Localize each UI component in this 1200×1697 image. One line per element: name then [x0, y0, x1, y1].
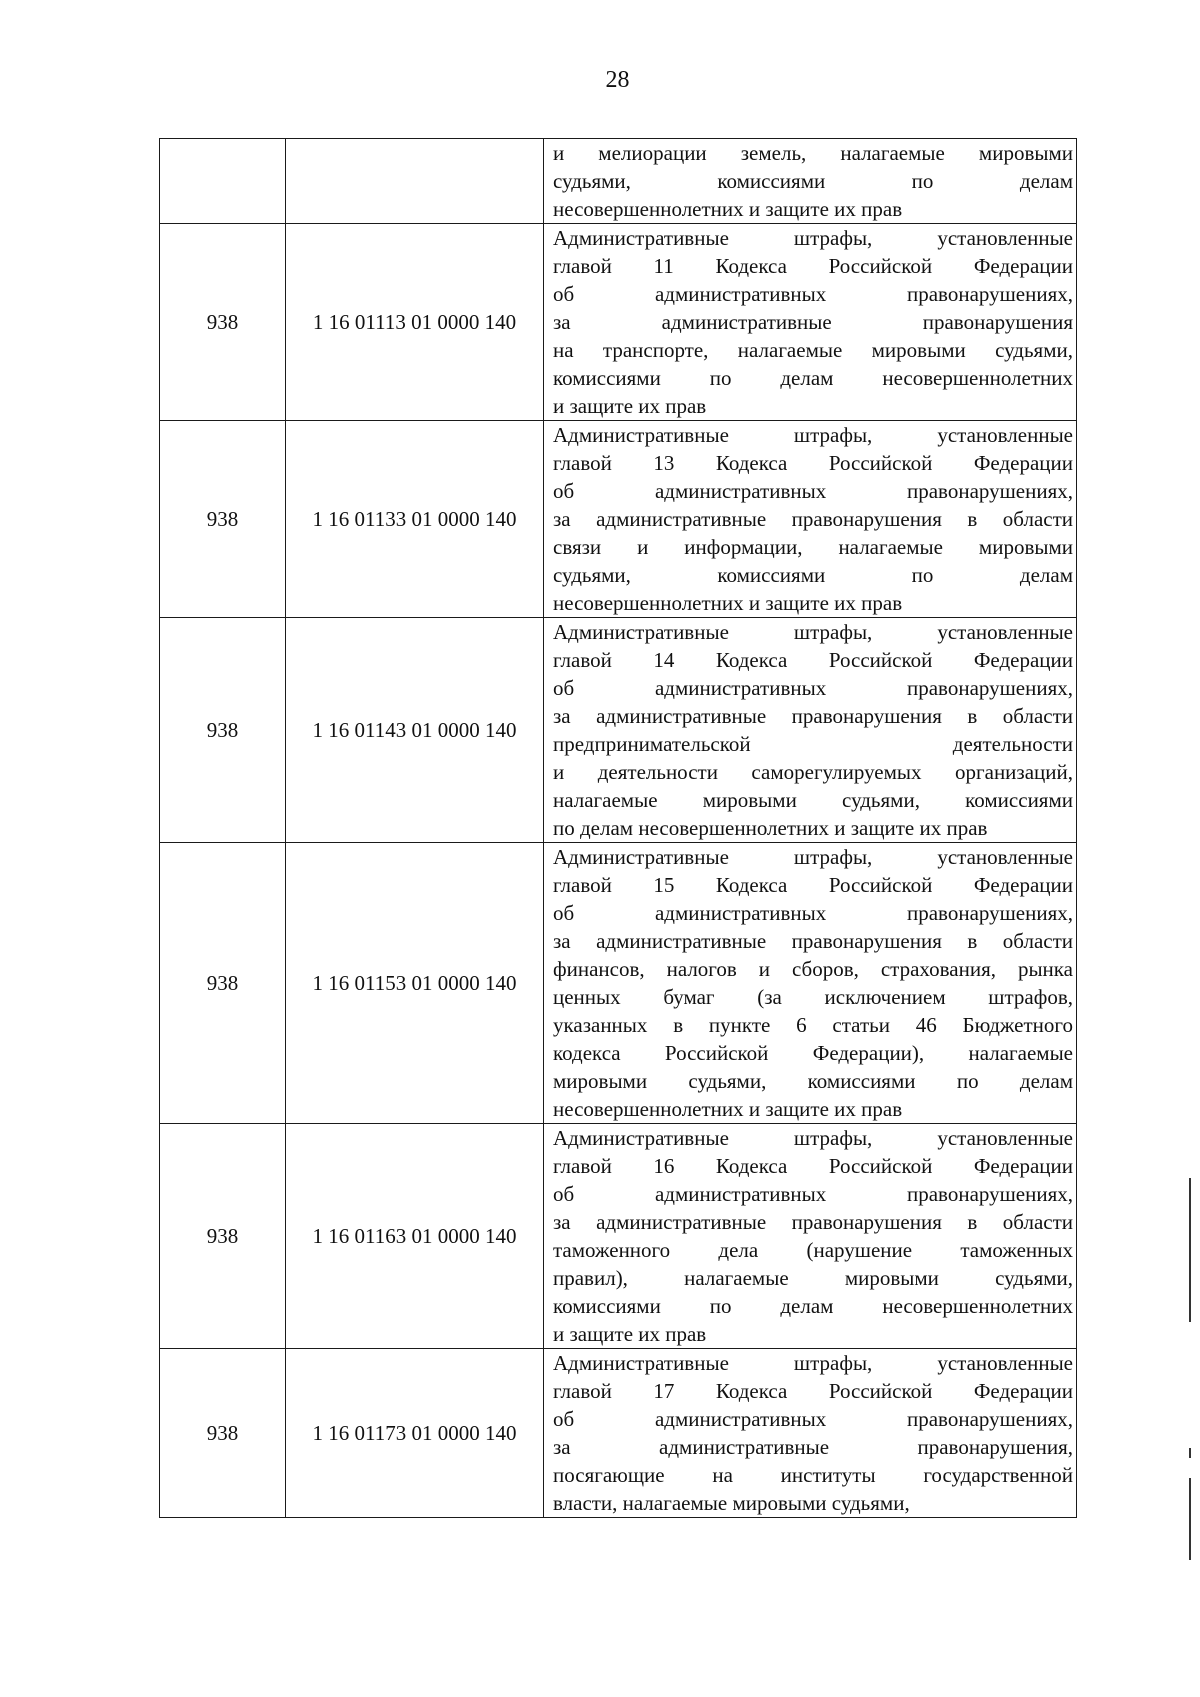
- description-line: правил), налагаемые мировыми судьями,: [553, 1266, 1073, 1290]
- budget-code-cell: 1 16 01153 01 0000 140: [286, 843, 544, 1124]
- description-line: Административные штрафы, установленные: [553, 620, 1073, 644]
- description-line: и мелиорации земель, налагаемые мировыми: [553, 141, 1073, 165]
- description-line: Административные штрафы, установленные: [553, 845, 1073, 869]
- description-line: по делам несовершеннолетних и защите их прав: [553, 816, 988, 840]
- admin-code-cell: [160, 139, 286, 224]
- description-line: комиссиями по делам несовершеннолетних: [553, 366, 1073, 390]
- description-cell: [544, 843, 1077, 1124]
- description-line: судьями, комиссиями по делам: [553, 563, 1073, 587]
- description-line: связи и информации, налагаемые мировыми: [553, 535, 1073, 559]
- description-line: ценных бумаг (за исключением штрафов,: [553, 985, 1073, 1009]
- table-row: [160, 618, 1077, 843]
- admin-code-cell: 938: [160, 421, 286, 618]
- description-line: предпринимательской деятельности: [553, 732, 1073, 756]
- admin-code-cell: 938: [160, 1349, 286, 1518]
- admin-code-cell: 938: [160, 1124, 286, 1349]
- scan-edge-mark: [1189, 1178, 1191, 1322]
- description-line: за административные правонарушения в области: [553, 704, 1073, 728]
- budget-code-cell: 1 16 01143 01 0000 140: [286, 618, 544, 843]
- description-line: и защите их прав: [553, 1322, 707, 1346]
- description-line: за административные правонарушения в области: [553, 929, 1073, 953]
- description-line: Административные штрафы, установленные: [553, 423, 1073, 447]
- description-line: указанных в пункте 6 статьи 46 Бюджетного: [553, 1013, 1073, 1037]
- description-cell: [544, 421, 1077, 618]
- description-line: и деятельности саморегулируемых организаций,: [553, 760, 1073, 784]
- description-line: об административных правонарушениях,: [553, 1407, 1073, 1431]
- description-line: за административные правонарушения: [553, 310, 1073, 334]
- table-row: [160, 843, 1077, 1124]
- description-line: власти, налагаемые мировыми судьями,: [553, 1491, 910, 1515]
- description-line: об административных правонарушениях,: [553, 479, 1073, 503]
- description-line: об административных правонарушениях,: [553, 901, 1073, 925]
- table-row: [160, 1349, 1077, 1518]
- description-line: налагаемые мировыми судьями, комиссиями: [553, 788, 1073, 812]
- description-line: за административные правонарушения,: [553, 1435, 1073, 1459]
- description-line: мировыми судьями, комиссиями по делам: [553, 1069, 1073, 1093]
- description-line: главой 13 Кодекса Российской Федерации: [553, 451, 1073, 475]
- description-line: кодекса Российской Федерации), налагаемые: [553, 1041, 1073, 1065]
- description-line: Административные штрафы, установленные: [553, 1351, 1073, 1375]
- table-row: [160, 224, 1077, 421]
- scan-edge-mark: [1189, 1478, 1191, 1560]
- scan-edge-mark: [1189, 1448, 1191, 1458]
- description-line: об административных правонарушениях,: [553, 676, 1073, 700]
- table-body: [160, 139, 1077, 1518]
- description-cell: [544, 224, 1077, 421]
- budget-code-cell: 1 16 01163 01 0000 140: [286, 1124, 544, 1349]
- description-line: за административные правонарушения в области: [553, 507, 1073, 531]
- description-line: и защите их прав: [553, 394, 707, 418]
- description-line: на транспорте, налагаемые мировыми судьями,: [553, 338, 1073, 362]
- description-line: комиссиями по делам несовершеннолетних: [553, 1294, 1073, 1318]
- description-line: несовершеннолетних и защите их прав: [553, 591, 903, 615]
- budget-code-cell: [286, 139, 544, 224]
- description-line: Административные штрафы, установленные: [553, 226, 1073, 250]
- budget-codes-table: [159, 138, 1077, 1518]
- description-line: за административные правонарушения в области: [553, 1210, 1073, 1234]
- description-line: главой 15 Кодекса Российской Федерации: [553, 873, 1073, 897]
- description-line: об административных правонарушениях,: [553, 1182, 1073, 1206]
- description-line: об административных правонарушениях,: [553, 282, 1073, 306]
- description-cell: [544, 1349, 1077, 1518]
- budget-code-cell: 1 16 01133 01 0000 140: [286, 421, 544, 618]
- description-line: судьями, комиссиями по делам: [553, 169, 1073, 193]
- table-row: [160, 139, 1077, 224]
- description-line: посягающие на институты государственной: [553, 1463, 1073, 1487]
- description-cell: [544, 618, 1077, 843]
- admin-code-cell: 938: [160, 224, 286, 421]
- description-cell: [544, 1124, 1077, 1349]
- description-line: несовершеннолетних и защите их прав: [553, 1097, 903, 1121]
- description-line: таможенного дела (нарушение таможенных: [553, 1238, 1073, 1262]
- description-line: главой 14 Кодекса Российской Федерации: [553, 648, 1073, 672]
- table-row: [160, 1124, 1077, 1349]
- table-row: [160, 421, 1077, 618]
- page-number: 28: [605, 67, 630, 93]
- description-line: главой 11 Кодекса Российской Федерации: [553, 254, 1073, 278]
- description-line: несовершеннолетних и защите их прав: [553, 197, 903, 221]
- description-line: главой 16 Кодекса Российской Федерации: [553, 1154, 1073, 1178]
- admin-code-cell: 938: [160, 843, 286, 1124]
- admin-code-cell: 938: [160, 618, 286, 843]
- budget-code-cell: 1 16 01173 01 0000 140: [286, 1349, 544, 1518]
- description-line: главой 17 Кодекса Российской Федерации: [553, 1379, 1073, 1403]
- budget-code-cell: 1 16 01113 01 0000 140: [286, 224, 544, 421]
- description-cell: [544, 139, 1077, 224]
- description-line: Административные штрафы, установленные: [553, 1126, 1073, 1150]
- description-line: финансов, налогов и сборов, страхования, рынка: [553, 957, 1073, 981]
